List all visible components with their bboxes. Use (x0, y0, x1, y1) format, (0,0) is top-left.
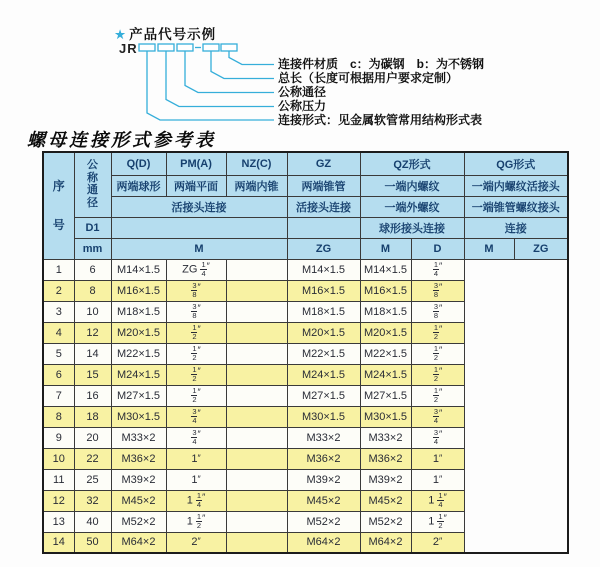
cell-dn: 14 (74, 343, 111, 364)
header-nz-sub: 两端内锥 (226, 175, 287, 196)
table-row (43, 532, 568, 553)
cell-qg-m: M33×2 (360, 427, 411, 448)
cell-qg-zg: $\frac{3}{8}$ ″ (411, 280, 464, 301)
cell-m: M24×1.5 (111, 364, 166, 385)
cell-qz-d: M39×2 (287, 469, 360, 490)
cell-qz-m (226, 301, 287, 322)
cell-seq: 6 (43, 364, 74, 385)
table-row (43, 385, 568, 406)
table-row (43, 343, 568, 364)
cell-seq: 14 (43, 532, 74, 553)
cell-seq: 3 (43, 301, 74, 322)
cell-gz-zg: $\frac{1}{2}$ ″ (166, 364, 226, 385)
cell-qz-d: M14×1.5 (287, 259, 360, 280)
label-pressure: 公称压力 (278, 99, 327, 113)
cell-qz-d: M36×2 (287, 448, 360, 469)
cell-qg-zg: $\frac{3}{4}$ ″ (411, 406, 464, 427)
cell-gz-zg: 1 $\frac{1}{4}$ ″ (166, 490, 226, 511)
cell-qz-d: M52×2 (287, 511, 360, 532)
table-row (43, 448, 568, 469)
header-qz-sub2: 一端外螺纹 (360, 196, 464, 217)
table-row (43, 364, 568, 385)
header-qz-m: M (360, 238, 411, 259)
cell-qz-m (226, 280, 287, 301)
cell-gz-zg: $\frac{1}{2}$ ″ (166, 322, 226, 343)
header-dn: 公 称 通 径 (74, 152, 111, 217)
cell-m: M64×2 (111, 532, 166, 553)
code-box-5 (221, 44, 237, 51)
cell-qg-zg: 2″ (411, 532, 464, 553)
cell-qz-m (226, 406, 287, 427)
star-icon: ★ (114, 27, 128, 42)
cell-dn: 10 (74, 301, 111, 322)
cell-qg-zg: $\frac{1}{2}$ ″ (411, 343, 464, 364)
table-row (43, 322, 568, 343)
header-qg-m: M (464, 238, 514, 259)
cell-qz-d: M45×2 (287, 490, 360, 511)
cell-m: M18×1.5 (111, 301, 166, 322)
cell-dn: 20 (74, 427, 111, 448)
header-zg: ZG (287, 238, 360, 259)
cell-qz-d: M33×2 (287, 427, 360, 448)
cell-qg-zg: 1″ (411, 469, 464, 490)
cell-dn: 15 (74, 364, 111, 385)
cell-dn: 6 (74, 259, 111, 280)
cell-m: M22×1.5 (111, 343, 166, 364)
cell-qg-zg: $\frac{3}{8}$ ″ (411, 301, 464, 322)
label-material: 连接件材质 c：为碳钢 b：为不锈钢 (278, 57, 485, 71)
cell-qg-m: M24×1.5 (360, 364, 411, 385)
cell-seq: 5 (43, 343, 74, 364)
header-col-q: Q(D) (111, 152, 166, 175)
header-qg-sub1: 一端内螺纹活接头 (464, 175, 568, 196)
cell-qg-m: M22×1.5 (360, 343, 411, 364)
cell-qz-d: M64×2 (287, 532, 360, 553)
cell-qg-zg: $\frac{1}{2}$ ″ (411, 385, 464, 406)
header-d1: D1 (74, 217, 111, 238)
cell-seq: 10 (43, 448, 74, 469)
table-body (43, 259, 568, 553)
cell-qg-m: M30×1.5 (360, 406, 411, 427)
cell-gz-zg: 1 $\frac{1}{2}$ ″ (166, 511, 226, 532)
cell-dn: 22 (74, 448, 111, 469)
header-empty-2 (287, 217, 360, 238)
cell-dn: 12 (74, 322, 111, 343)
label-diameter: 公称通径 (278, 85, 327, 99)
cell-qz-d: M24×1.5 (287, 364, 360, 385)
cell-seq: 7 (43, 385, 74, 406)
cell-dn: 40 (74, 511, 111, 532)
cell-qz-m (226, 259, 287, 280)
cell-qg-zg: 1 $\frac{1}{2}$ ″ (411, 511, 464, 532)
cell-qg-m: M36×2 (360, 448, 411, 469)
header-col-nz: NZ(C) (226, 152, 287, 175)
header-qz-sub1: 一端内螺纹 (360, 175, 464, 196)
code-box-1 (139, 44, 155, 51)
cell-gz-zg: $\frac{3}{4}$ ″ (166, 427, 226, 448)
header-qz-sub3: 球形接头连接 (360, 217, 464, 238)
code-prefix: JR (119, 41, 138, 56)
header-gz-sub: 两端锥管 (287, 175, 360, 196)
header-col-pm: PM(A) (166, 152, 226, 175)
cell-qg-zg: $\frac{1}{2}$ ″ (411, 364, 464, 385)
cell-m: M16×1.5 (111, 280, 166, 301)
table-header (43, 152, 568, 259)
cell-gz-zg: 1″ (166, 448, 226, 469)
cell-qg-zg: 1 $\frac{1}{4}$ ″ (411, 490, 464, 511)
table-row (43, 259, 568, 280)
cell-qz-d: M20×1.5 (287, 322, 360, 343)
header-col-qg: QG形式 (464, 152, 568, 175)
header-qz-d: D (411, 238, 464, 259)
cell-qz-m (226, 490, 287, 511)
cell-qg-zg: $\frac{3}{4}$ ″ (411, 427, 464, 448)
table-title: 螺母连接形式参考表 (27, 130, 216, 150)
header-live-joint: 活接头连接 (111, 196, 287, 217)
cell-qg-m: M45×2 (360, 490, 411, 511)
nut-connection-table (42, 151, 569, 554)
cell-m: M33×2 (111, 427, 166, 448)
cell-qg-m: M27×1.5 (360, 385, 411, 406)
cell-m: M52×2 (111, 511, 166, 532)
cell-qg-m: M16×1.5 (360, 280, 411, 301)
code-box-4 (203, 44, 219, 51)
cell-dn: 8 (74, 280, 111, 301)
code-box-3 (177, 44, 193, 51)
header-col-gz: GZ (287, 152, 360, 175)
cell-qz-m (226, 448, 287, 469)
cell-qg-m: M18×1.5 (360, 301, 411, 322)
diagram-title (114, 23, 216, 43)
cell-qg-m: M52×2 (360, 511, 411, 532)
cell-m: M39×2 (111, 469, 166, 490)
table-row (43, 427, 568, 448)
cell-qz-m (226, 322, 287, 343)
header-seq: 序 号 (43, 152, 74, 259)
cell-seq: 11 (43, 469, 74, 490)
cell-qg-zg: $\frac{1}{2}$ ″ (411, 322, 464, 343)
cell-gz-zg: 1″ (166, 469, 226, 490)
cell-dn: 50 (74, 532, 111, 553)
header-live-joint-gz: 活接头连接 (287, 196, 360, 217)
cell-qg-m: M39×2 (360, 469, 411, 490)
cell-m: M45×2 (111, 490, 166, 511)
cell-qz-m (226, 511, 287, 532)
cell-qz-m (226, 385, 287, 406)
cell-dn: 32 (74, 490, 111, 511)
header-q-sub: 两端球形 (111, 175, 166, 196)
cell-m: M20×1.5 (111, 322, 166, 343)
cell-qz-d: M22×1.5 (287, 343, 360, 364)
code-box-2 (158, 44, 174, 51)
cell-qz-d: M16×1.5 (287, 280, 360, 301)
cell-m: M30×1.5 (111, 406, 166, 427)
diagram-title-text: 产品代号示例 (129, 27, 217, 42)
cell-seq: 4 (43, 322, 74, 343)
cell-seq: 1 (43, 259, 74, 280)
cell-seq: 12 (43, 490, 74, 511)
cell-gz-zg: $\frac{3}{8}$ ″ (166, 301, 226, 322)
cell-qz-m (226, 427, 287, 448)
table-row (43, 406, 568, 427)
cell-gz-zg: 2″ (166, 532, 226, 553)
cell-dn: 16 (74, 385, 111, 406)
cell-qg-m: M14×1.5 (360, 259, 411, 280)
header-pm-sub: 两端平面 (166, 175, 226, 196)
cell-seq: 2 (43, 280, 74, 301)
table-row (43, 301, 568, 322)
cell-seq: 13 (43, 511, 74, 532)
cell-seq: 8 (43, 406, 74, 427)
table-row (43, 469, 568, 490)
cell-qz-d: M18×1.5 (287, 301, 360, 322)
cell-qg-m: M20×1.5 (360, 322, 411, 343)
leader-line-material (229, 51, 274, 65)
header-m: M (111, 238, 287, 259)
cell-qg-zg: 1″ (411, 448, 464, 469)
header-mm: mm (74, 238, 111, 259)
cell-m: M27×1.5 (111, 385, 166, 406)
cell-gz-zg: $\frac{1}{2}$ ″ (166, 343, 226, 364)
label-connection: 连接形式：见金属软管常用结构形式表 (278, 112, 483, 127)
cell-seq: 9 (43, 427, 74, 448)
cell-qz-m (226, 532, 287, 553)
cell-gz-zg: ZG $\frac{1}{4}$ ″ (166, 259, 226, 280)
header-qg-zg: ZG (514, 238, 568, 259)
cell-gz-zg: $\frac{3}{4}$ ″ (166, 406, 226, 427)
cell-gz-zg: $\frac{3}{8}$ ″ (166, 280, 226, 301)
cell-dn: 25 (74, 469, 111, 490)
cell-gz-zg: $\frac{1}{2}$ ″ (166, 385, 226, 406)
table-row (43, 280, 568, 301)
header-col-qz: QZ形式 (360, 152, 464, 175)
header-qg-sub3: 连接 (464, 217, 568, 238)
label-length: 总长（长度可根据用户要求定制） (278, 71, 459, 85)
cell-dn: 18 (74, 406, 111, 427)
cell-qz-m (226, 343, 287, 364)
cell-qg-zg: $\frac{1}{4}$ ″ (411, 259, 464, 280)
header-empty-1 (111, 217, 287, 238)
table-row (43, 511, 568, 532)
header-qg-sub2: 一端锥管螺纹接头 (464, 196, 568, 217)
cell-m: M36×2 (111, 448, 166, 469)
cell-qz-d: M30×1.5 (287, 406, 360, 427)
cell-qg-m: M64×2 (360, 532, 411, 553)
cell-qz-m (226, 469, 287, 490)
cell-qz-m (226, 364, 287, 385)
cell-qz-d: M27×1.5 (287, 385, 360, 406)
table-row (43, 490, 568, 511)
cell-m: M14×1.5 (111, 259, 166, 280)
